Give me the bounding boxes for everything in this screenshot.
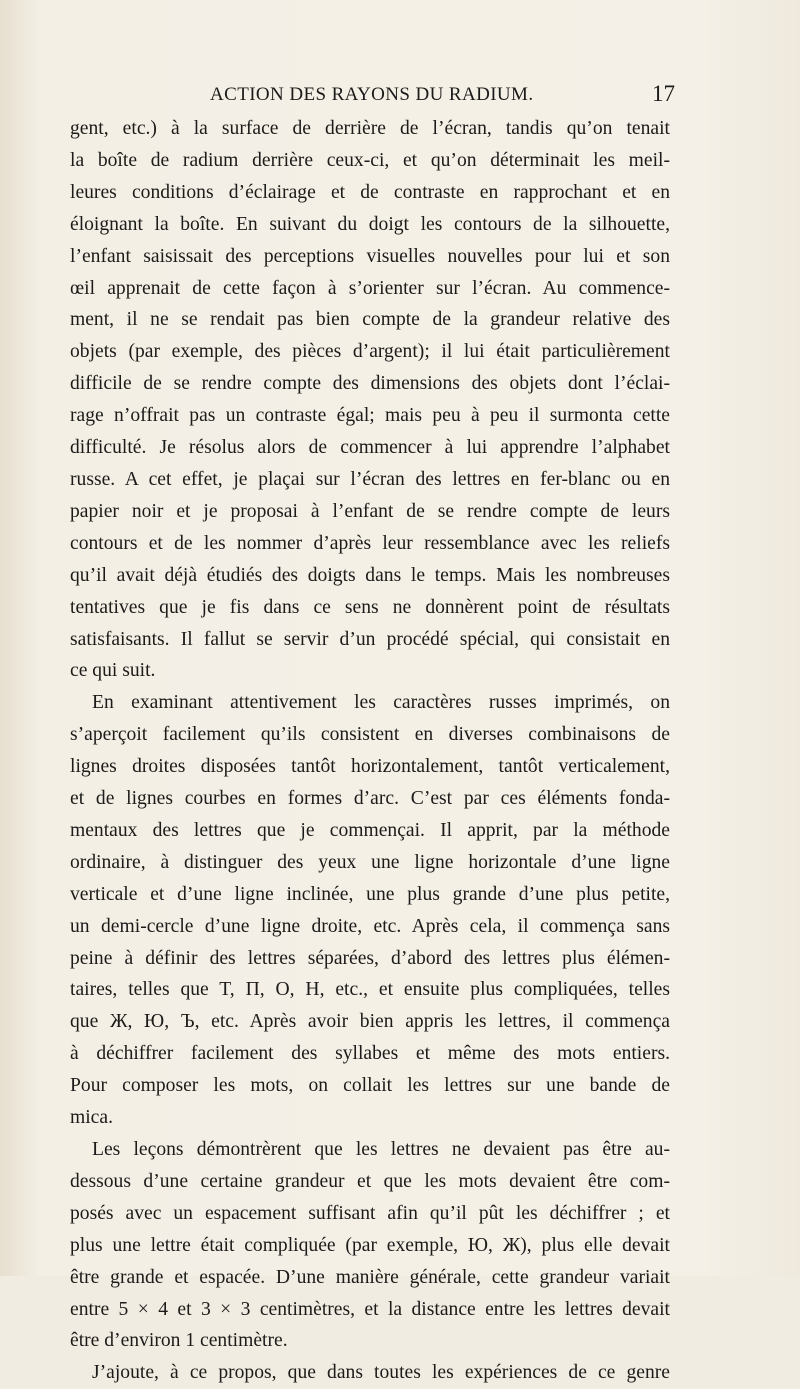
text-line: mica. — [70, 1107, 113, 1129]
text-line: Pour composer les mots, on collait les lettres sur une bande de — [70, 1075, 670, 1097]
text-line: difficulté. Je résolus alors de commencer à lui apprendre l’alphabet — [70, 437, 670, 459]
text-line: satisfaisants. Il fallut se servir d’un procédé spécial, qui consistait en — [70, 628, 670, 650]
text-line: gent, etc.) à la surface de derrière de l’écran, tandis qu’on tenait — [70, 118, 670, 139]
text-line: un demi-cercle d’une ligne droite, etc. Après cela, il commença sans — [70, 915, 670, 937]
text-line: contours et de les nommer d’après leur ressemblance avec les reliefs — [70, 532, 670, 554]
text-line: être grande et espacée. D’une manière générale, cette grandeur variait — [70, 1266, 670, 1288]
text-line: mentaux des lettres que je commençai. Il apprit, par la méthode — [70, 819, 670, 841]
text-line: difficile de se rendre compte des dimensions des objets dont l’éclai- — [70, 373, 670, 395]
text-line: ordinaire, à distinguer des yeux une ligne horizontale d’une ligne — [70, 851, 670, 873]
text-line: la boîte de radium derrière ceux-ci, et qu’on déterminait les meil- — [70, 149, 670, 171]
text-line: s’aperçoit facilement qu’ils consistent en diverses combinaisons de — [70, 724, 670, 746]
text-line: rage n’offrait pas un contraste égal; mais peu à peu il surmonta cette — [70, 405, 670, 427]
page-header — [70, 81, 675, 110]
text-line: qu’il avait déjà étudiés des doigts dans le temps. Mais les nombreuses — [70, 564, 670, 586]
text-line: posés avec un espacement suffisant afin qu’il pût les déchiffrer ; et — [70, 1202, 670, 1224]
text-line: En examinant attentivement les caractères russes imprimés, on — [92, 692, 670, 714]
paragraph — [70, 1134, 670, 1357]
text-line: tentatives que je fis dans ce sens ne donnèrent point de résultats — [70, 596, 670, 618]
text-line: lignes droites disposées tantôt horizontalement, tantôt verticalement, — [70, 756, 670, 778]
paragraph — [70, 687, 670, 1134]
page-number: 17 — [652, 81, 675, 106]
text-line: œil apprenait de cette façon à s’orienter sur l’écran. Au commence- — [70, 277, 670, 299]
text-line: verticale et d’une ligne inclinée, une plus grande d’une plus petite, — [70, 883, 670, 905]
running-head: ACTION DES RAYONS DU RADIUM. — [210, 84, 534, 105]
text-line: ce qui suit. — [70, 660, 156, 682]
text-line: l’enfant saisissait des perceptions visuelles nouvelles pour lui et son — [70, 245, 670, 267]
text-line: Les leçons démontrèrent que les lettres ne devaient pas être au- — [92, 1139, 670, 1160]
paragraph — [70, 113, 670, 687]
text-line: et de lignes courbes en formes d’arc. C’est par ces éléments fonda- — [70, 788, 670, 810]
text-line: ment, il ne se rendait pas bien compte de la grandeur relative des — [70, 309, 670, 331]
paragraph — [70, 1357, 670, 1389]
text-line: à déchiffrer facilement des syllabes et même des mots entiers. — [70, 1043, 670, 1065]
text-line: taires, telles que T, П, О, Н, etc., et ensuite plus compliquées, telles — [70, 979, 670, 1001]
text-line: objets (par exemple, des pièces d’argent); il lui était particulièrement — [70, 341, 670, 363]
text-line: J’ajoute, à ce propos, que dans toutes les expériences de ce genre — [92, 1362, 670, 1384]
text-line: russe. A cet effet, je plaçai sur l’écran des lettres en fer-blanc ou en — [70, 468, 670, 490]
text-line: être d’environ 1 centimètre. — [70, 1330, 288, 1352]
text-line: dessous d’une certaine grandeur et que les mots devaient être com- — [70, 1170, 670, 1192]
text-line: entre 5 × 4 et 3 × 3 centimètres, et la distance entre les lettres devait — [70, 1298, 670, 1320]
body-text — [70, 113, 670, 1389]
text-line: que Ж, Ю, Ъ, etc. Après avoir bien appris les lettres, il commença — [70, 1011, 670, 1033]
text-line: éloignant la boîte. En suivant du doigt les contours de la silhouette, — [70, 213, 670, 235]
text-line: peine à définir des lettres séparées, d’abord des lettres plus élémen- — [70, 947, 670, 969]
text-line: plus une lettre était compliquée (par exemple, Ю, Ж), plus elle devait — [70, 1234, 670, 1256]
text-line: papier noir et je proposai à l’enfant de se rendre compte de leurs — [70, 500, 670, 522]
text-line: leures conditions d’éclairage et de contraste en rapprochant et en — [70, 181, 670, 203]
